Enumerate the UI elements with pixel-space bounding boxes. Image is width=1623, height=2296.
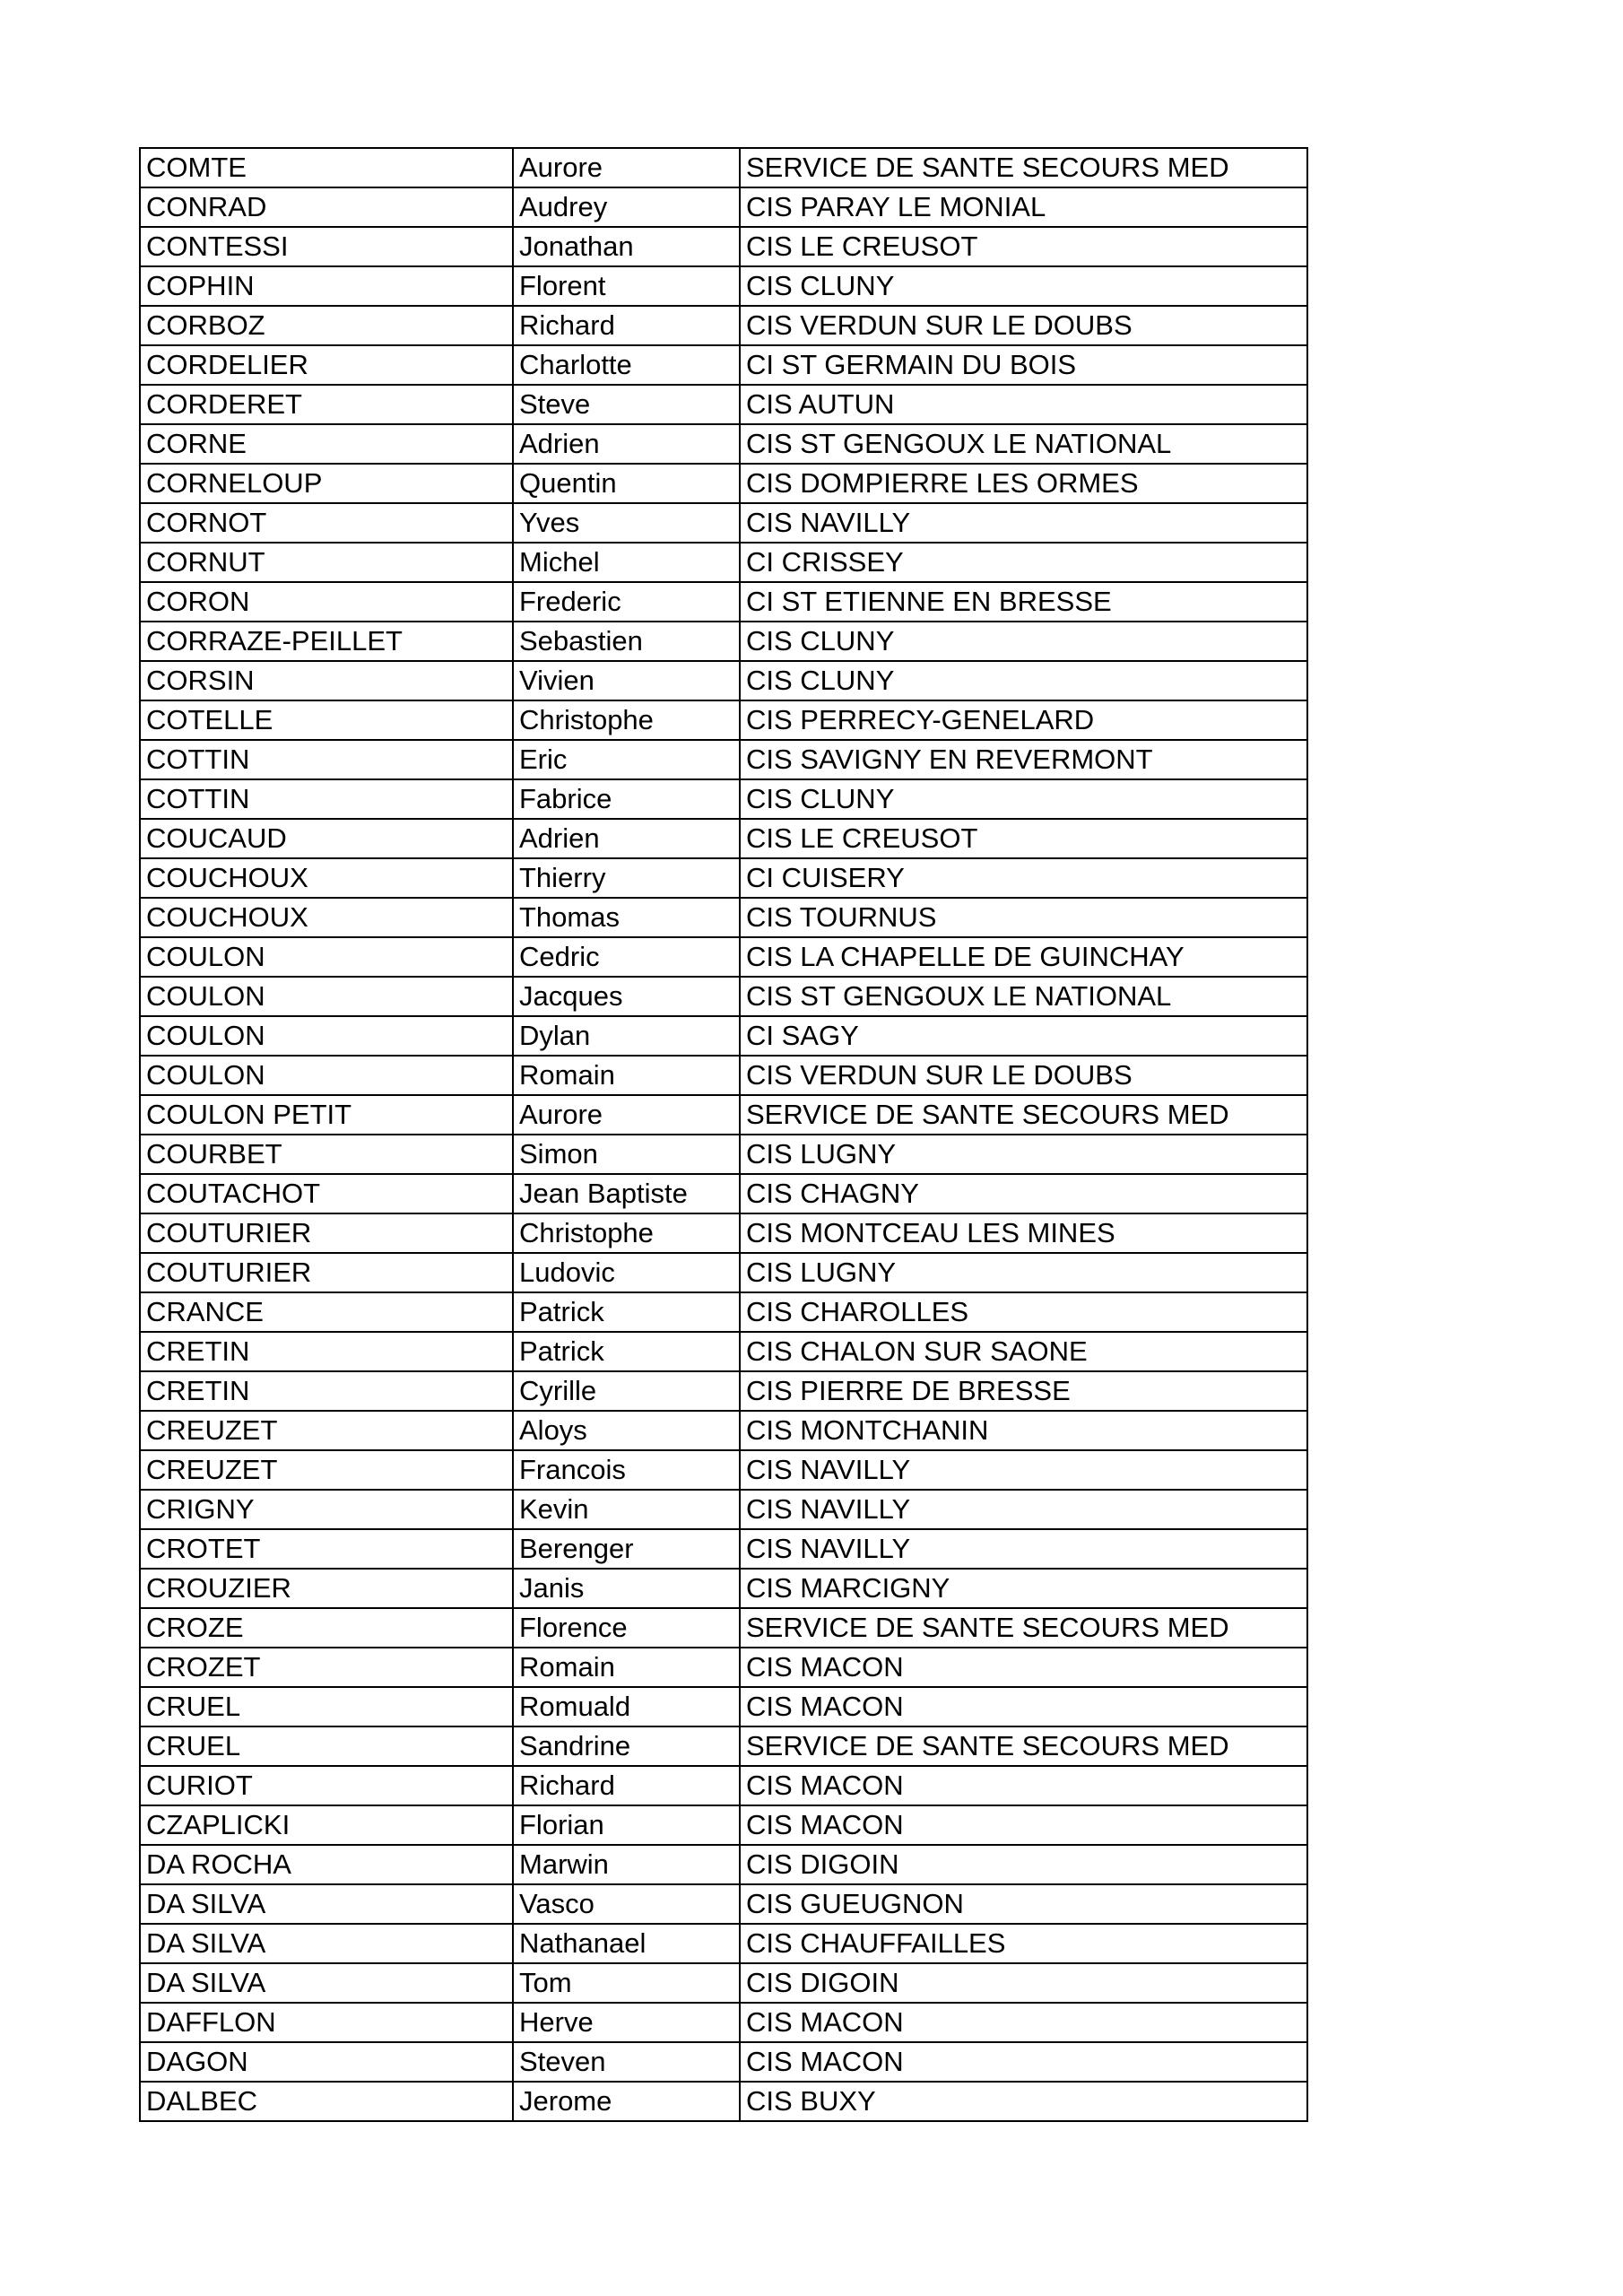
table-row <box>140 779 1307 819</box>
table-row <box>140 1529 1307 1569</box>
unit-cell: CIS PERRECY-GENELARD <box>740 700 1307 740</box>
first-name-cell: Patrick <box>513 1292 740 1332</box>
last-name-cell: COULON PETIT <box>140 1095 513 1135</box>
table-row <box>140 1845 1307 1884</box>
unit-cell: CIS NAVILLY <box>740 1490 1307 1529</box>
unit-cell: CIS CLUNY <box>740 779 1307 819</box>
last-name-cell: DALBEC <box>140 2082 513 2121</box>
unit-cell: CIS CHAROLLES <box>740 1292 1307 1332</box>
roster-body <box>140 148 1307 2121</box>
first-name-cell: Cyrille <box>513 1371 740 1411</box>
first-name-cell: Dylan <box>513 1016 740 1056</box>
table-row <box>140 187 1307 227</box>
table-row <box>140 1292 1307 1332</box>
table-row <box>140 306 1307 345</box>
table-row <box>140 1648 1307 1687</box>
first-name-cell: Romain <box>513 1056 740 1095</box>
first-name-cell: Aurore <box>513 148 740 187</box>
table-row <box>140 503 1307 543</box>
last-name-cell: DAGON <box>140 2042 513 2082</box>
table-row <box>140 266 1307 306</box>
first-name-cell: Sebastien <box>513 622 740 661</box>
first-name-cell: Cedric <box>513 937 740 977</box>
first-name-cell: Frederic <box>513 582 740 622</box>
last-name-cell: DA ROCHA <box>140 1845 513 1884</box>
unit-cell: CIS MARCIGNY <box>740 1569 1307 1608</box>
last-name-cell: CRETIN <box>140 1371 513 1411</box>
unit-cell: CIS ST GENGOUX LE NATIONAL <box>740 424 1307 464</box>
table-row <box>140 898 1307 937</box>
unit-cell: CI ST ETIENNE EN BRESSE <box>740 582 1307 622</box>
table-row <box>140 464 1307 503</box>
unit-cell: CIS TOURNUS <box>740 898 1307 937</box>
table-row <box>140 1213 1307 1253</box>
table-row <box>140 2042 1307 2082</box>
table-row <box>140 1253 1307 1292</box>
unit-cell: CIS CHALON SUR SAONE <box>740 1332 1307 1371</box>
table-row <box>140 740 1307 779</box>
first-name-cell: Jean Baptiste <box>513 1174 740 1213</box>
unit-cell: CIS MACON <box>740 1805 1307 1845</box>
table-row <box>140 1411 1307 1450</box>
table-row <box>140 1135 1307 1174</box>
first-name-cell: Vivien <box>513 661 740 700</box>
table-row <box>140 1056 1307 1095</box>
first-name-cell: Berenger <box>513 1529 740 1569</box>
first-name-cell: Yves <box>513 503 740 543</box>
first-name-cell: Charlotte <box>513 345 740 385</box>
first-name-cell: Fabrice <box>513 779 740 819</box>
unit-cell: SERVICE DE SANTE SECOURS MED <box>740 1608 1307 1648</box>
table-row <box>140 345 1307 385</box>
table-row <box>140 1726 1307 1766</box>
first-name-cell: Herve <box>513 2003 740 2042</box>
first-name-cell: Aloys <box>513 1411 740 1450</box>
last-name-cell: COPHIN <box>140 266 513 306</box>
unit-cell: CI SAGY <box>740 1016 1307 1056</box>
first-name-cell: Marwin <box>513 1845 740 1884</box>
table-row <box>140 2003 1307 2042</box>
table-row <box>140 424 1307 464</box>
table-row <box>140 148 1307 187</box>
last-name-cell: COUTURIER <box>140 1213 513 1253</box>
last-name-cell: COULON <box>140 1016 513 1056</box>
first-name-cell: Adrien <box>513 424 740 464</box>
first-name-cell: Romain <box>513 1648 740 1687</box>
table-row <box>140 227 1307 266</box>
unit-cell: CIS NAVILLY <box>740 503 1307 543</box>
last-name-cell: CZAPLICKI <box>140 1805 513 1845</box>
unit-cell: CIS CLUNY <box>740 661 1307 700</box>
unit-cell: SERVICE DE SANTE SECOURS MED <box>740 148 1307 187</box>
first-name-cell: Audrey <box>513 187 740 227</box>
last-name-cell: CONRAD <box>140 187 513 227</box>
table-row <box>140 543 1307 582</box>
first-name-cell: Simon <box>513 1135 740 1174</box>
unit-cell: CIS DIGOIN <box>740 1845 1307 1884</box>
last-name-cell: COTELLE <box>140 700 513 740</box>
last-name-cell: CRETIN <box>140 1332 513 1371</box>
first-name-cell: Jerome <box>513 2082 740 2121</box>
table-row <box>140 1371 1307 1411</box>
unit-cell: CIS ST GENGOUX LE NATIONAL <box>740 977 1307 1016</box>
unit-cell: CIS CLUNY <box>740 622 1307 661</box>
table-row <box>140 700 1307 740</box>
last-name-cell: DAFFLON <box>140 2003 513 2042</box>
unit-cell: CIS LA CHAPELLE DE GUINCHAY <box>740 937 1307 977</box>
last-name-cell: COULON <box>140 937 513 977</box>
table-row <box>140 1450 1307 1490</box>
first-name-cell: Richard <box>513 1766 740 1805</box>
unit-cell: CIS LUGNY <box>740 1253 1307 1292</box>
last-name-cell: COULON <box>140 977 513 1016</box>
first-name-cell: Tom <box>513 1963 740 2003</box>
last-name-cell: COUCHOUX <box>140 898 513 937</box>
unit-cell: CIS CLUNY <box>740 266 1307 306</box>
last-name-cell: COTTIN <box>140 740 513 779</box>
table-row <box>140 1095 1307 1135</box>
unit-cell: CIS NAVILLY <box>740 1450 1307 1490</box>
last-name-cell: DA SILVA <box>140 1963 513 2003</box>
last-name-cell: COUTACHOT <box>140 1174 513 1213</box>
first-name-cell: Quentin <box>513 464 740 503</box>
unit-cell: CIS MONTCHANIN <box>740 1411 1307 1450</box>
first-name-cell: Thierry <box>513 858 740 898</box>
first-name-cell: Jonathan <box>513 227 740 266</box>
first-name-cell: Kevin <box>513 1490 740 1529</box>
unit-cell: CIS SAVIGNY EN REVERMONT <box>740 740 1307 779</box>
table-row <box>140 1766 1307 1805</box>
table-row <box>140 858 1307 898</box>
last-name-cell: COTTIN <box>140 779 513 819</box>
first-name-cell: Steve <box>513 385 740 424</box>
last-name-cell: CRUEL <box>140 1726 513 1766</box>
unit-cell: CIS DOMPIERRE LES ORMES <box>740 464 1307 503</box>
last-name-cell: CROUZIER <box>140 1569 513 1608</box>
unit-cell: CIS CHAUFFAILLES <box>740 1924 1307 1963</box>
last-name-cell: CORSIN <box>140 661 513 700</box>
last-name-cell: CURIOT <box>140 1766 513 1805</box>
first-name-cell: Romuald <box>513 1687 740 1726</box>
table-row <box>140 1884 1307 1924</box>
table-row <box>140 1016 1307 1056</box>
first-name-cell: Janis <box>513 1569 740 1608</box>
last-name-cell: CRIGNY <box>140 1490 513 1529</box>
first-name-cell: Vasco <box>513 1884 740 1924</box>
first-name-cell: Francois <box>513 1450 740 1490</box>
table-row <box>140 661 1307 700</box>
last-name-cell: CORNELOUP <box>140 464 513 503</box>
first-name-cell: Florence <box>513 1608 740 1648</box>
unit-cell: CI CUISERY <box>740 858 1307 898</box>
first-name-cell: Sandrine <box>513 1726 740 1766</box>
table-row <box>140 2082 1307 2121</box>
unit-cell: CIS VERDUN SUR LE DOUBS <box>740 1056 1307 1095</box>
unit-cell: CIS PARAY LE MONIAL <box>740 187 1307 227</box>
last-name-cell: COURBET <box>140 1135 513 1174</box>
table-row <box>140 1805 1307 1845</box>
last-name-cell: CRANCE <box>140 1292 513 1332</box>
table-row <box>140 1490 1307 1529</box>
first-name-cell: Jacques <box>513 977 740 1016</box>
table-row <box>140 819 1307 858</box>
unit-cell: CIS MACON <box>740 2042 1307 2082</box>
first-name-cell: Florent <box>513 266 740 306</box>
table-row <box>140 1963 1307 2003</box>
unit-cell: CIS LE CREUSOT <box>740 819 1307 858</box>
first-name-cell: Thomas <box>513 898 740 937</box>
last-name-cell: CORNE <box>140 424 513 464</box>
unit-cell: CIS GUEUGNON <box>740 1884 1307 1924</box>
unit-cell: CIS VERDUN SUR LE DOUBS <box>740 306 1307 345</box>
unit-cell: CIS CHAGNY <box>740 1174 1307 1213</box>
first-name-cell: Nathanael <box>513 1924 740 1963</box>
table-row <box>140 1569 1307 1608</box>
last-name-cell: CORDELIER <box>140 345 513 385</box>
first-name-cell: Steven <box>513 2042 740 2082</box>
table-row <box>140 582 1307 622</box>
first-name-cell: Richard <box>513 306 740 345</box>
table-row <box>140 1687 1307 1726</box>
last-name-cell: COUCHOUX <box>140 858 513 898</box>
unit-cell: CIS MACON <box>740 2003 1307 2042</box>
last-name-cell: CORBOZ <box>140 306 513 345</box>
unit-cell: CIS LUGNY <box>740 1135 1307 1174</box>
table-row <box>140 937 1307 977</box>
last-name-cell: CREUZET <box>140 1450 513 1490</box>
last-name-cell: CORRAZE-PEILLET <box>140 622 513 661</box>
first-name-cell: Michel <box>513 543 740 582</box>
last-name-cell: DA SILVA <box>140 1924 513 1963</box>
last-name-cell: CROTET <box>140 1529 513 1569</box>
unit-cell: CIS BUXY <box>740 2082 1307 2121</box>
unit-cell: CI ST GERMAIN DU BOIS <box>740 345 1307 385</box>
unit-cell: CIS AUTUN <box>740 385 1307 424</box>
last-name-cell: CONTESSI <box>140 227 513 266</box>
unit-cell: CIS DIGOIN <box>740 1963 1307 2003</box>
unit-cell: CIS MACON <box>740 1687 1307 1726</box>
table-row <box>140 1608 1307 1648</box>
table-row <box>140 1174 1307 1213</box>
last-name-cell: CROZET <box>140 1648 513 1687</box>
last-name-cell: COUTURIER <box>140 1253 513 1292</box>
last-name-cell: CROZE <box>140 1608 513 1648</box>
unit-cell: SERVICE DE SANTE SECOURS MED <box>740 1095 1307 1135</box>
last-name-cell: CORNUT <box>140 543 513 582</box>
roster-table <box>139 147 1308 2122</box>
last-name-cell: CRUEL <box>140 1687 513 1726</box>
unit-cell: CI CRISSEY <box>740 543 1307 582</box>
first-name-cell: Florian <box>513 1805 740 1845</box>
unit-cell: CIS LE CREUSOT <box>740 227 1307 266</box>
first-name-cell: Eric <box>513 740 740 779</box>
table-row <box>140 622 1307 661</box>
unit-cell: CIS PIERRE DE BRESSE <box>740 1371 1307 1411</box>
last-name-cell: COUCAUD <box>140 819 513 858</box>
first-name-cell: Christophe <box>513 700 740 740</box>
last-name-cell: DA SILVA <box>140 1884 513 1924</box>
last-name-cell: CORON <box>140 582 513 622</box>
table-row <box>140 385 1307 424</box>
unit-cell: CIS MACON <box>740 1648 1307 1687</box>
table-row <box>140 1924 1307 1963</box>
table-row <box>140 977 1307 1016</box>
last-name-cell: COMTE <box>140 148 513 187</box>
table-row <box>140 1332 1307 1371</box>
last-name-cell: CORNOT <box>140 503 513 543</box>
unit-cell: CIS MONTCEAU LES MINES <box>740 1213 1307 1253</box>
unit-cell: CIS MACON <box>740 1766 1307 1805</box>
unit-cell: CIS NAVILLY <box>740 1529 1307 1569</box>
last-name-cell: CORDERET <box>140 385 513 424</box>
last-name-cell: COULON <box>140 1056 513 1095</box>
first-name-cell: Christophe <box>513 1213 740 1253</box>
last-name-cell: CREUZET <box>140 1411 513 1450</box>
first-name-cell: Patrick <box>513 1332 740 1371</box>
unit-cell: SERVICE DE SANTE SECOURS MED <box>740 1726 1307 1766</box>
first-name-cell: Adrien <box>513 819 740 858</box>
first-name-cell: Aurore <box>513 1095 740 1135</box>
first-name-cell: Ludovic <box>513 1253 740 1292</box>
